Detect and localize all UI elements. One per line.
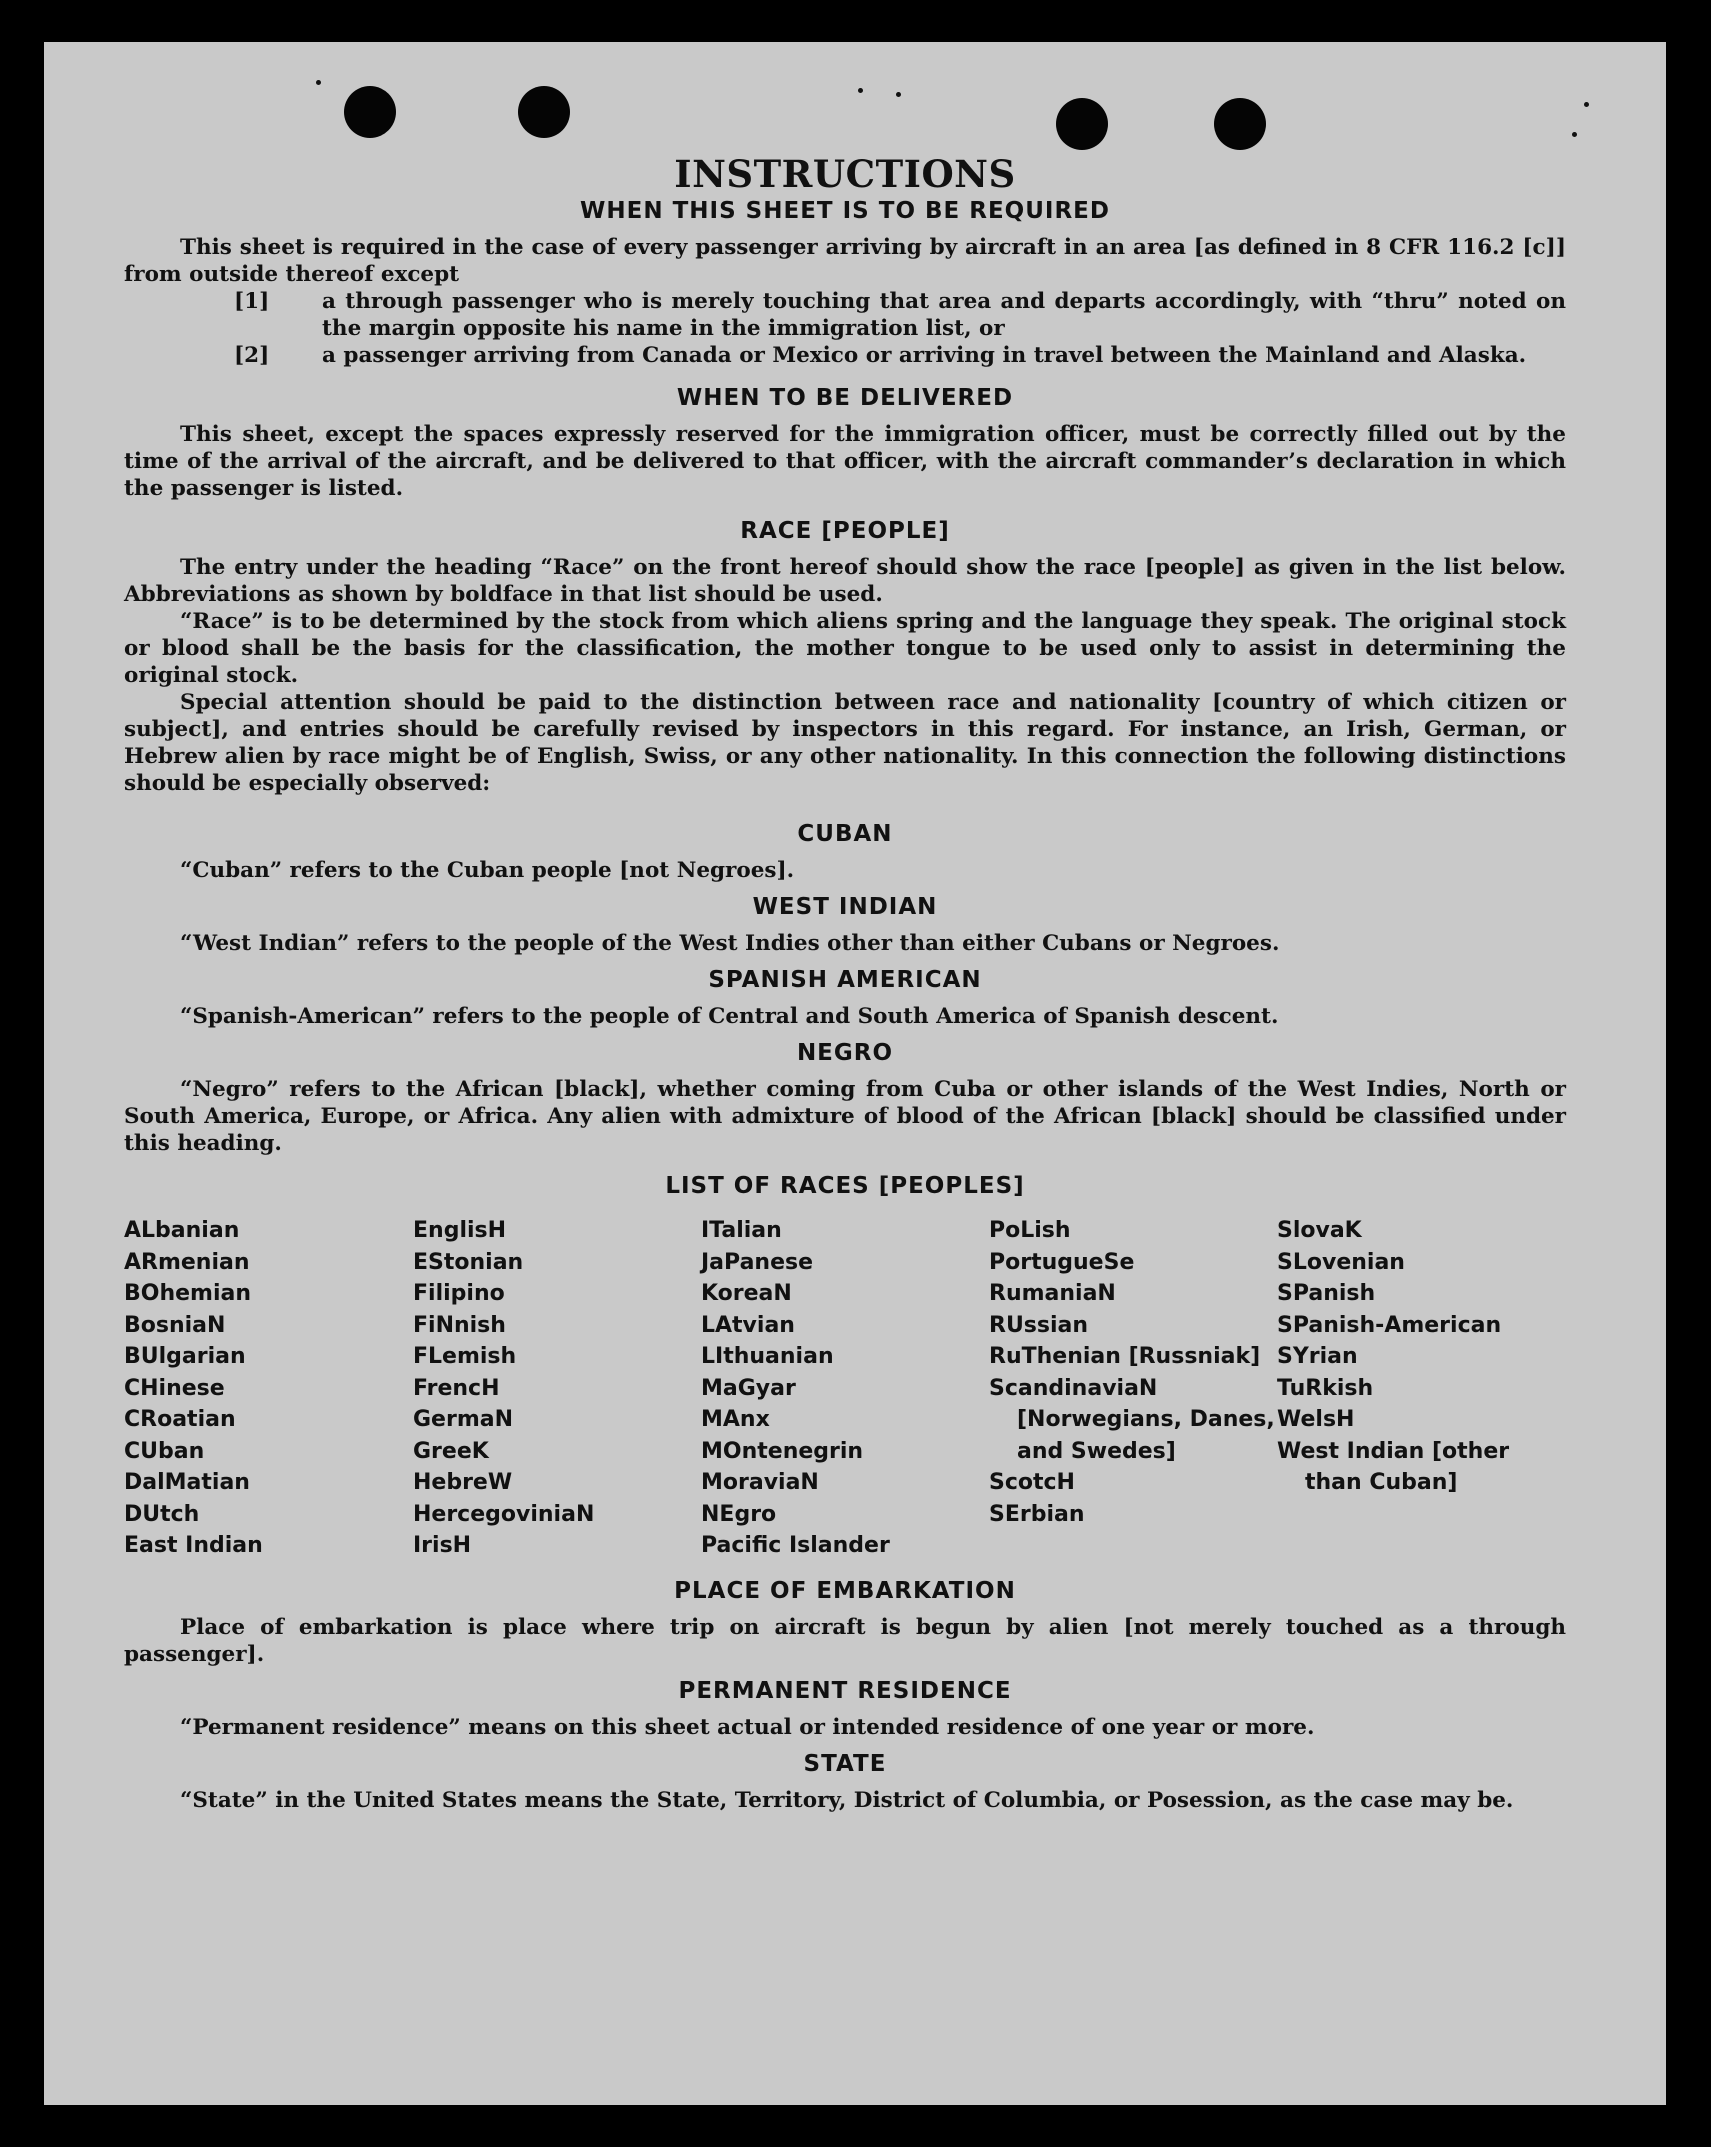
race-item: MoraviaN	[701, 1470, 819, 1495]
heading-place-of-embarkation: PLACE OF EMBARKATION	[674, 1577, 1016, 1604]
heading-race: RACE [PEOPLE]	[740, 518, 950, 544]
punch-hole	[1056, 98, 1108, 150]
race-item: MOntenegrin	[701, 1438, 864, 1464]
race-list	[124, 1215, 1566, 1562]
race-item: CHinese	[124, 1375, 225, 1401]
race-column-5	[1277, 1215, 1566, 1562]
speck	[858, 88, 863, 93]
race-item: CRoatian	[124, 1407, 236, 1432]
item-number: [1]	[234, 289, 270, 314]
race-paragraph-1: The entry under the heading “Race” on the front hereof should show the race [people] as given in the list below. Abbreviations as shown by boldface in that list should be used.	[124, 555, 1566, 607]
punch-hole	[1214, 98, 1266, 150]
heading-state: STATE	[803, 1750, 887, 1777]
item-text: a passenger arriving from Canada or Mexico or arriving in travel between the Mainland and Alaska.	[322, 343, 1527, 368]
race-item: FLemish	[413, 1344, 517, 1369]
required-item-1	[124, 288, 1566, 342]
race-item: PortugueSe	[989, 1249, 1135, 1275]
state-text: “State” in the United States means the State, Territory, District of Columbia, or Posession, as the case may be.	[180, 1787, 1514, 1813]
required-intro: This sheet is required in the case of every passenger arriving by aircraft in an area [as defined in 8 CFR 116.2 [c]] from outside thereof except	[124, 235, 1566, 287]
heading-when-delivered: WHEN TO BE DELIVERED	[676, 385, 1014, 411]
race-item: FrencH	[413, 1375, 500, 1401]
race-item: West Indian [other than Cuban]	[1277, 1438, 1510, 1495]
heading-spanish-american: SPANISH AMERICAN	[708, 967, 982, 993]
race-item: BosniaN	[124, 1312, 226, 1338]
race-item: ITalian	[701, 1218, 782, 1243]
race-item: East Indian	[124, 1533, 263, 1558]
heading-when-required: WHEN THIS SHEET IS TO BE REQUIRED	[580, 198, 1110, 224]
race-item: FiNnish	[413, 1312, 506, 1338]
race-column-2	[413, 1215, 701, 1562]
race-item: JaPanese	[701, 1249, 814, 1275]
race-paragraph-2: “Race” is to be determined by the stock from which aliens spring and the language they speak. The original stock or blood shall be the basis for the classification, the mother tongue to be used only to assist in determining the original stock.	[124, 609, 1566, 688]
race-item: Pacific Islander	[701, 1533, 890, 1558]
instructions-content	[124, 152, 1566, 1814]
page-title: INSTRUCTIONS	[674, 152, 1016, 196]
race-item: ScandinaviaN [Norwegians, Danes, and Swedes]	[989, 1375, 1275, 1464]
race-column-1	[124, 1215, 413, 1562]
race-item: LAtvian	[701, 1312, 795, 1338]
race-item: PoLish	[989, 1218, 1071, 1243]
race-item: HercegoviniaN	[413, 1501, 595, 1527]
embarkation-text: Place of embarkation is place where trip on aircraft is begun by alien [not merely touched as a through passenger].	[124, 1614, 1566, 1667]
race-item: ALbanian	[124, 1218, 240, 1243]
race-column-4	[989, 1215, 1277, 1562]
race-column-3	[701, 1215, 989, 1562]
race-item: NEgro	[701, 1501, 777, 1527]
race-item: BOhemian	[124, 1281, 252, 1306]
race-item: TuRkish	[1277, 1375, 1374, 1401]
race-item: ARmenian	[124, 1249, 250, 1275]
race-item: EStonian	[413, 1249, 524, 1275]
speck	[1584, 102, 1589, 107]
item-number: [2]	[234, 343, 270, 368]
race-item: DalMatian	[124, 1470, 250, 1495]
race-item: EnglisH	[413, 1218, 507, 1243]
negro-text: “Negro” refers to the African [black], whether coming from Cuba or other islands of the West Indies, North or South America, Europe, or Africa. Any alien with admixture of blood of the African [black] should be classified under this heading.	[124, 1077, 1566, 1156]
race-item: BUlgarian	[124, 1344, 246, 1369]
race-item: GermaN	[413, 1407, 514, 1432]
heading-cuban: CUBAN	[797, 821, 893, 847]
residence-text: “Permanent residence” means on this sheet actual or intended residence of one year or more.	[180, 1714, 1315, 1740]
race-item: WelsH	[1277, 1407, 1355, 1432]
race-item: SErbian	[989, 1501, 1085, 1527]
race-item: KoreaN	[701, 1281, 792, 1306]
race-item: MaGyar	[701, 1375, 796, 1401]
race-item: ScotcH	[989, 1470, 1075, 1495]
spanish-american-text: “Spanish-American” refers to the people of Central and South America of Spanish descent.	[180, 1004, 1279, 1029]
race-item: LIthuanian	[701, 1344, 834, 1369]
west-indian-text: “West Indian” refers to the people of the West Indies other than either Cubans or Negroes.	[180, 931, 1280, 956]
race-item: SYrian	[1277, 1344, 1358, 1369]
heading-negro: NEGRO	[796, 1040, 894, 1066]
heading-permanent-residence: PERMANENT RESIDENCE	[678, 1677, 1012, 1704]
race-item: CUban	[124, 1438, 205, 1464]
item-text: a through passenger who is merely touching that area and departs accordingly, with “thru” noted on the margin opposite his name in the immigration list, or	[322, 289, 1566, 341]
race-item: HebreW	[413, 1470, 513, 1495]
race-paragraph-3: Special attention should be paid to the distinction between race and nationality [country of which citizen or subject], and entries should be carefully revised by inspectors in this regard. For instance, an Irish, German, or Hebrew alien by race might be of English, Swiss, or any other nationality. In this connection the following distinctions should be especially observed:	[124, 690, 1566, 796]
punch-hole	[518, 86, 570, 138]
race-item: SLovenian	[1277, 1249, 1405, 1275]
speck	[1572, 132, 1577, 137]
speck	[896, 92, 901, 97]
punch-hole	[344, 86, 396, 138]
race-item: MAnx	[701, 1407, 770, 1432]
race-item: DUtch	[124, 1501, 200, 1527]
required-item-2	[124, 342, 1566, 369]
heading-west-indian: WEST INDIAN	[752, 894, 938, 920]
delivered-text: This sheet, except the spaces expressly reserved for the immigration officer, must be correctly filled out by the time of the arrival of the aircraft, and be delivered to that officer, with the aircraft commander’s declaration in which the passenger is listed.	[124, 422, 1566, 501]
speck	[316, 80, 321, 85]
cuban-text: “Cuban” refers to the Cuban people [not Negroes].	[180, 858, 795, 883]
race-item: SPanish	[1277, 1281, 1376, 1306]
race-item: IrisH	[413, 1533, 472, 1558]
race-item: Filipino	[413, 1281, 505, 1306]
race-item: RuThenian [Russniak]	[989, 1344, 1261, 1369]
race-item: RUssian	[989, 1312, 1089, 1338]
race-item: SlovaK	[1277, 1218, 1362, 1243]
race-item: GreeK	[413, 1438, 489, 1464]
heading-list-of-races: LIST OF RACES [PEOPLES]	[665, 1173, 1025, 1199]
document-sheet	[44, 42, 1666, 2105]
race-item: SPanish-American	[1277, 1312, 1502, 1338]
race-item: RumaniaN	[989, 1281, 1116, 1306]
